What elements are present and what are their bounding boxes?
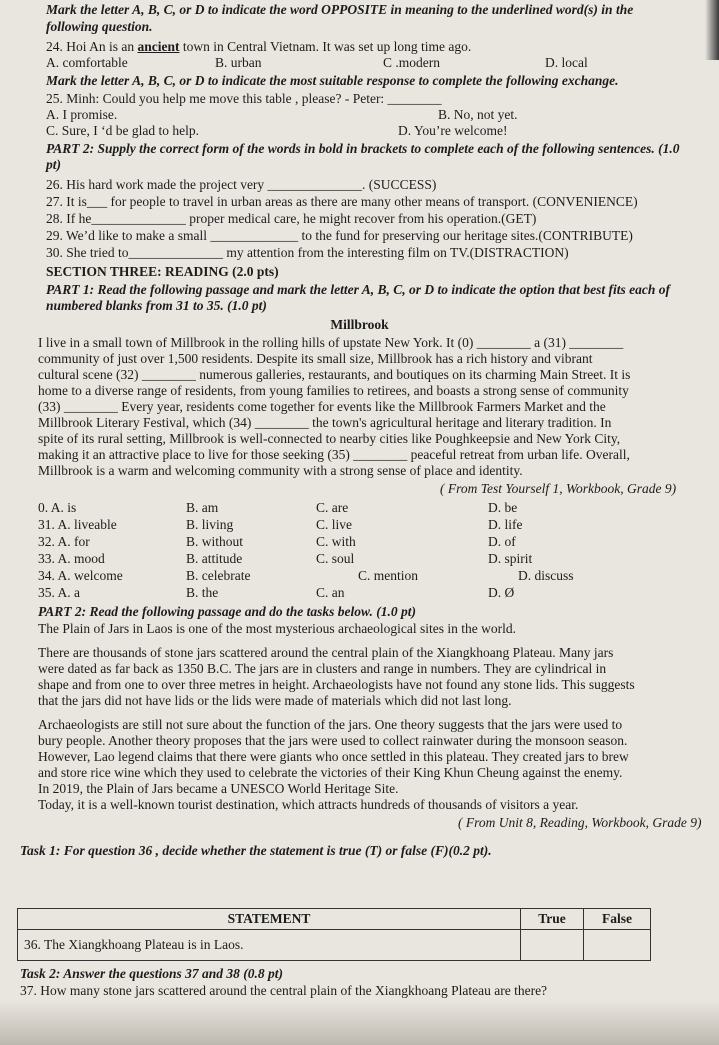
option-34-b: B. celebrate	[186, 568, 251, 583]
reading-part1-heading: PART 1: Read the following passage and mark the letter A, B, C, or D to indicate the option that best fits each of	[46, 282, 671, 297]
option-33-b: B. attitude	[186, 551, 243, 566]
option-25-a: A. I promise.	[46, 107, 118, 122]
passage-line: making it an attractive place to live for those seeking (35) ________ peaceful retreat from urban life. Overall,	[38, 447, 630, 462]
passage-line: home to a diverse range of residents, from young families to retirees, and boasts a strong sense of community	[38, 383, 629, 398]
option-34-d: D. discuss	[518, 568, 574, 583]
option-31-d: D. life	[488, 517, 523, 532]
question-24-text-a: 24. Hoi An is an	[46, 39, 138, 54]
option-24-b: B. urban	[215, 55, 262, 70]
question-26: 26. His hard work made the project very ______________. (SUCCESS)	[46, 177, 437, 192]
passage2-source: ( From Unit 8, Reading, Workbook, Grade 9)	[458, 815, 702, 830]
option-35-d: D. Ø	[488, 585, 515, 600]
passage2-line: Today, it is a well-known tourist destination, which attracts hundreds of thousands of visitors a year.	[38, 797, 579, 812]
option-24-a: A. comfortable	[46, 55, 128, 70]
passage2-line: shape and from one to over three metres in height. Archaeologists have not found any stone lids. This suggests	[38, 677, 635, 692]
passage2-line: However, Lao legend claims that there were giants who once settled in this plateau. They created jars to brew	[38, 749, 629, 764]
part2-heading-cont: pt)	[46, 157, 61, 172]
question-25: 25. Minh: Could you help me move this table , please? - Peter: ________	[46, 91, 442, 106]
option-31-b: B. living	[186, 517, 234, 532]
option-34-c: C. mention	[358, 568, 418, 583]
passage2-line: were dated as far back as 1350 B.C. The jars are in clusters and range in numbers. They are cylindrical in	[38, 661, 607, 676]
option-24-d: D. local	[545, 55, 588, 70]
passage-line: community of just over 1,500 residents. Despite its small size, Millbrook has a rich history and vibrant	[38, 351, 593, 366]
passage2-line: and store rice wine which they used to celebrate the victories of their King Khun Cheung against the enemy.	[38, 765, 623, 780]
question-37: 37. How many stone jars scattered around the central plain of the Xiangkhoang Plateau are there?	[20, 983, 548, 998]
option-35-c: C. an	[316, 585, 345, 600]
option-31-c: C. live	[316, 517, 352, 532]
option-34-a: 34. A. welcome	[38, 568, 123, 583]
option-32-b: B. without	[186, 534, 244, 549]
passage-line: I live in a small town of Millbrook in the rolling hills of upstate New York. It (0) ________ a (31) ________	[38, 335, 624, 350]
part2-heading: PART 2: Supply the correct form of the words in bold in brackets to complete each of the following sentences. (1.0	[46, 141, 680, 156]
passage-line: cultural scene (32) ________ numerous galleries, restaurants, and boutiques on its charming Main Street. It is	[38, 367, 631, 382]
table-true-cell[interactable]	[521, 930, 584, 961]
option-0-c: C. are	[316, 500, 349, 515]
passage-line: Millbrook is a warm and welcoming community with a strong sense of place and identity.	[38, 463, 523, 478]
question-28: 28. If he______________ proper medical care, he might recover from his operation.(GET)	[46, 211, 537, 226]
passage-line: Millbrook Literary Festival, which (34) ________ the town's agricultural heritage and literary tradition. In	[38, 415, 612, 430]
table-header-false: False	[584, 909, 651, 930]
reading-part2-heading: PART 2: Read the following passage and do the tasks below. (1.0 pt)	[38, 604, 417, 619]
option-25-c: C. Sure, I ‘d be glad to help.	[46, 123, 199, 138]
option-25-d: D. You’re welcome!	[398, 123, 508, 138]
table-header-statement: STATEMENT	[18, 909, 521, 930]
question-24	[46, 39, 471, 55]
passage2-line: bury people. Another theory proposes that the jars were used to collect rainwater during the monsoon season.	[38, 733, 628, 748]
instruction-response: Mark the letter A, B, C, or D to indicate the most suitable response to complete the following exchange.	[46, 73, 619, 88]
option-33-a: 33. A. mood	[38, 551, 105, 566]
question-27: 27. It is___ for people to travel in urban areas as there are many other means of transport. (CONVENIENCE)	[46, 194, 638, 209]
page-edge-shadow	[705, 0, 719, 60]
option-33-c: C. soul	[316, 551, 355, 566]
page-bottom-shadow	[0, 1000, 719, 1045]
underlined-word: ancient	[137, 39, 180, 54]
passage2-line: Archaeologists are still not sure about the function of the jars. One theory suggests that the jars were used to	[38, 717, 623, 732]
option-32-c: C. with	[316, 534, 356, 549]
option-25-b: B. No, not yet.	[438, 107, 518, 122]
option-24-c: C .modern	[383, 55, 440, 70]
passage-line: spite of its rural setting, Millbrook is well-connected to nearby cities like Poughkeepsie and New York City,	[38, 431, 621, 446]
passage-source: ( From Test Yourself 1, Workbook, Grade 9)	[440, 481, 677, 496]
question-30: 30. She tried to______________ my attention from the interesting film on TV.(DISTRACTION)	[46, 245, 569, 260]
option-33-d: D. spirit	[488, 551, 533, 566]
section-three-heading: SECTION THREE: READING (2.0 pts)	[46, 264, 279, 279]
option-31-a: 31. A. liveable	[38, 517, 117, 532]
passage2-line: In 2019, the Plain of Jars became a UNESCO World Heritage Site.	[38, 781, 399, 796]
option-35-b: B. the	[186, 585, 219, 600]
table-header-true: True	[521, 909, 584, 930]
table-false-cell[interactable]	[584, 930, 651, 961]
task2-instruction: Task 2: Answer the questions 37 and 38 (0.8 pt)	[20, 966, 284, 981]
question-29: 29. We’d like to make a small _____________ to the fund for preserving our heritage sites.(CONTRIBUTE)	[46, 228, 633, 243]
option-0-a: 0. A. is	[38, 500, 77, 515]
instruction-opposite: Mark the letter A, B, C, or D to indicate the word OPPOSITE in meaning to the underlined word(s) in the	[46, 2, 634, 17]
option-32-a: 32. A. for	[38, 534, 90, 549]
instruction-opposite-cont: following question.	[46, 19, 153, 34]
passage-title: Millbrook	[330, 317, 389, 332]
passage-line: (33) ________ Every year, residents come together for events like the Millbrook Farmers Market and the	[38, 399, 606, 414]
passage2-line: There are thousands of stone jars scattered around the central plain of the Xiangkhoang Plateau. Many jars	[38, 645, 614, 660]
passage2-intro: The Plain of Jars in Laos is one of the most mysterious archaeological sites in the world.	[38, 621, 517, 636]
true-false-table	[17, 908, 651, 961]
question-24-text-b: town in Central Vietnam. It was set up long time ago.	[179, 39, 472, 54]
option-32-d: D. of	[488, 534, 516, 549]
option-35-a: 35. A. a	[38, 585, 80, 600]
task1-instruction: Task 1: For question 36 , decide whether the statement is true (T) or false (F)(0.2 pt).	[20, 843, 492, 858]
reading-part1-heading-cont: numbered blanks from 31 to 35. (1.0 pt)	[46, 298, 267, 313]
option-0-b: B. am	[186, 500, 219, 515]
option-0-d: D. be	[488, 500, 518, 515]
table-statement-cell: 36. The Xiangkhoang Plateau is in Laos.	[18, 930, 521, 961]
passage2-line: that the jars did not have lids or the lids were made of materials which did not last long.	[38, 693, 512, 708]
